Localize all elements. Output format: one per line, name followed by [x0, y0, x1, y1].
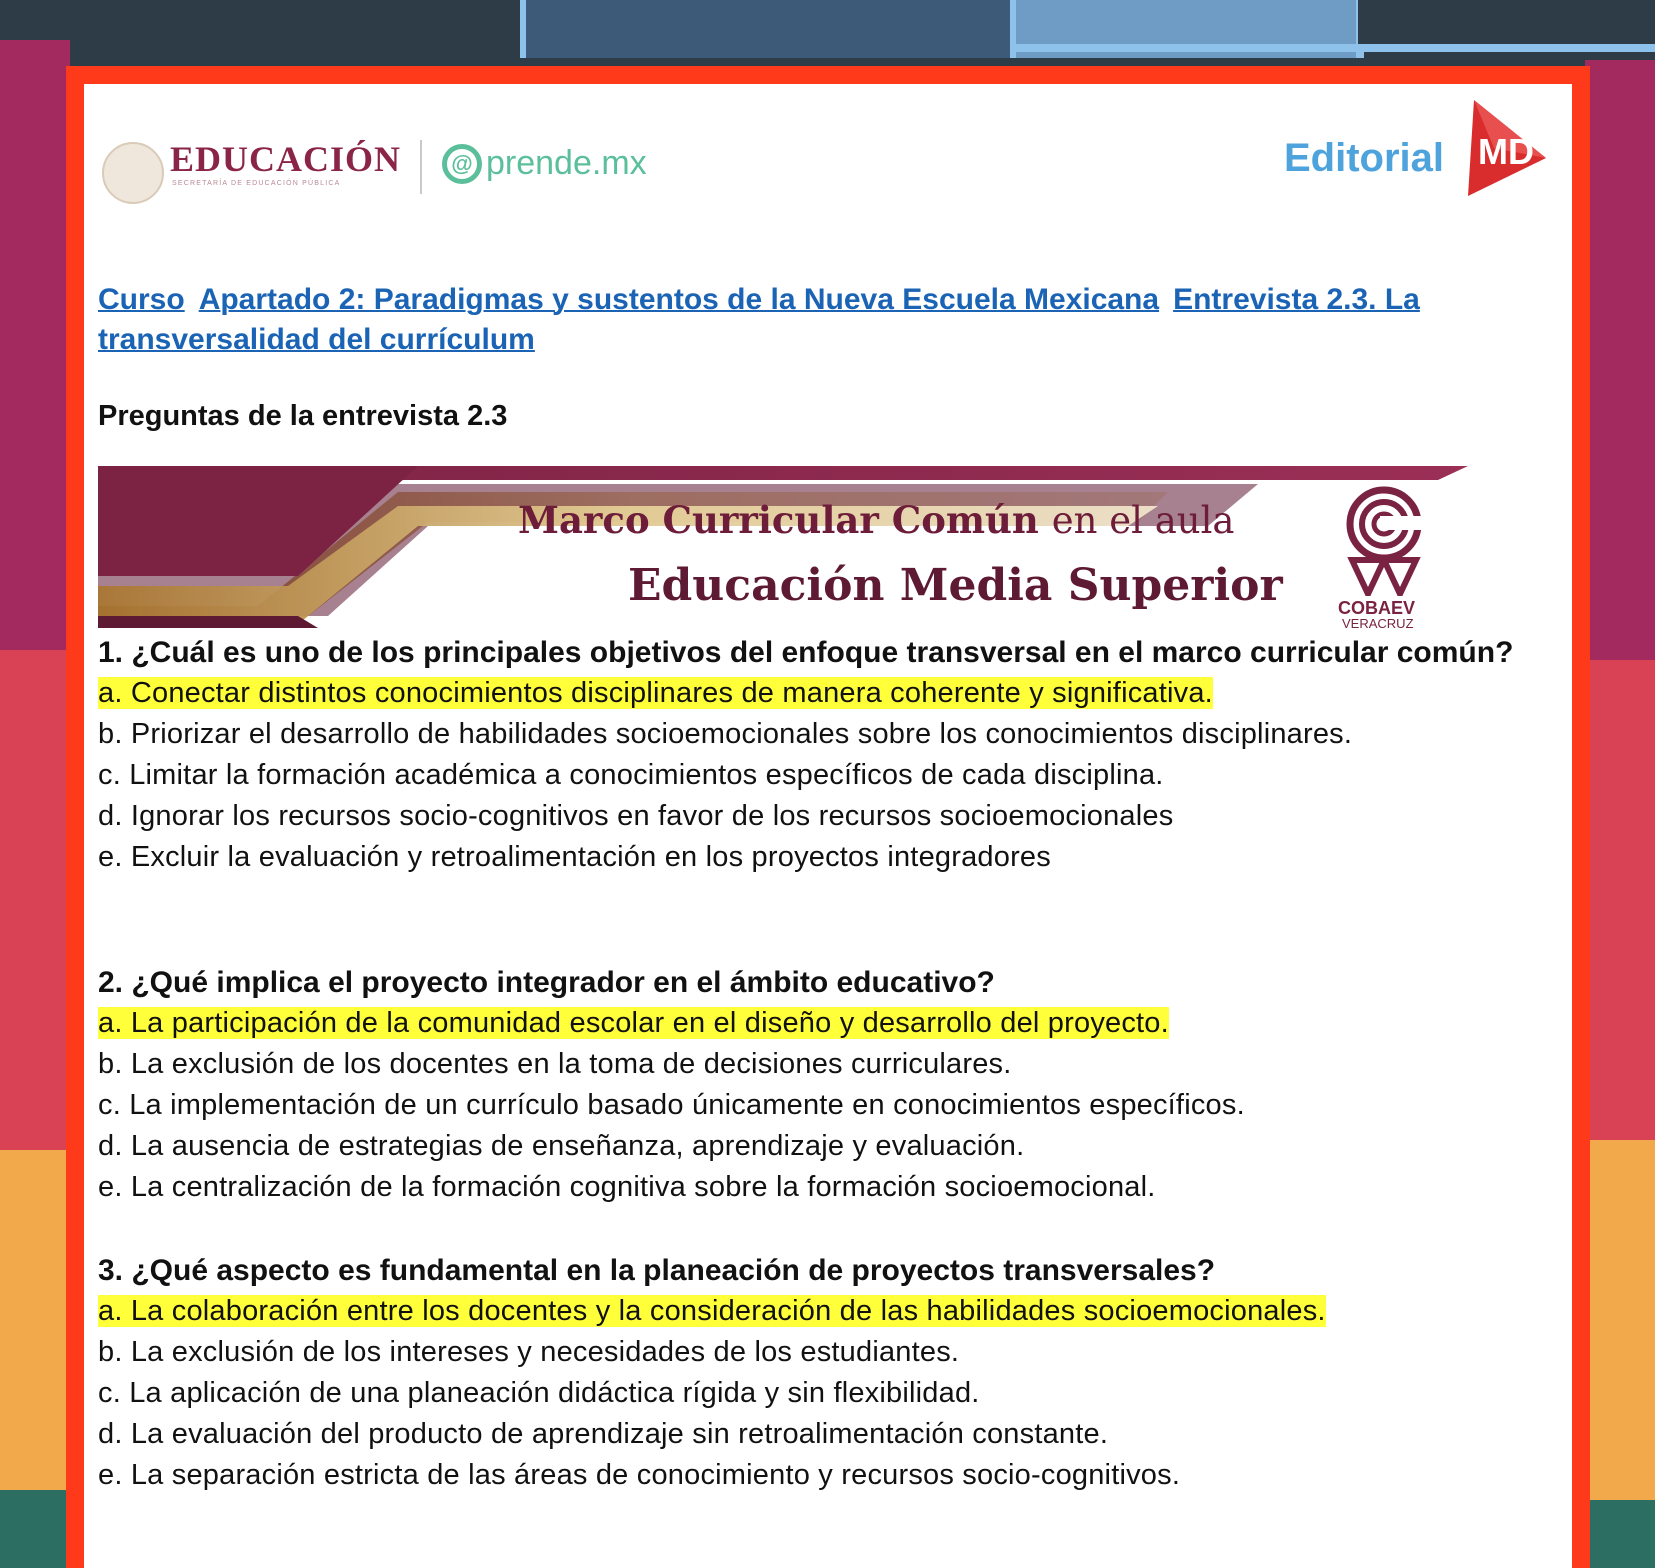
breadcrumb-link-entrevista[interactable]: Entrevista 2.3. La transversalidad del currículum: [98, 283, 1420, 356]
background-tile: [520, 0, 1016, 58]
banner-line1: [518, 498, 1234, 542]
background-tile: [0, 1490, 70, 1568]
answer-option-highlighted: [98, 673, 1538, 714]
question-text: 2. ¿Qué implica el proyecto integrador en el ámbito educativo?: [98, 966, 995, 999]
background-tile: [1010, 44, 1655, 52]
option-text: d. La evaluación del producto de aprendizaje sin retroalimentación constante.: [98, 1418, 1109, 1450]
document-page: [84, 84, 1572, 1568]
option-text: c. La implementación de un currículo basado únicamente en conocimientos específicos.: [98, 1089, 1245, 1121]
breadcrumb-link-apartado[interactable]: Apartado 2: Paradigmas y sustentos de la Nueva Escuela Mexicana: [198, 283, 1160, 316]
background-tile: [1358, 0, 1655, 48]
section-title: Preguntas de la entrevista 2.3: [98, 400, 508, 432]
answer-option: [98, 1332, 1538, 1373]
editorial-logo-text: Editorial: [1284, 136, 1445, 180]
background-tile: [0, 650, 70, 1150]
background-tile: [1585, 1500, 1655, 1568]
answer-option: [98, 1167, 1538, 1208]
answer-option: [98, 1126, 1538, 1167]
background-tile: [1585, 1140, 1655, 1500]
banner-line1-bold: Marco Curricular Común: [518, 498, 1039, 542]
cobaev-logo-sub: VERACRUZ: [1342, 616, 1414, 631]
option-text: e. La separación estricta de las áreas de conocimiento y recursos socio-cognitivos.: [98, 1459, 1181, 1491]
banner-line2: Educación Media Superior: [628, 560, 1283, 611]
question-block: [98, 632, 1538, 878]
question-text: 1. ¿Cuál es uno de los principales objetivos del enfoque transversal en el marco curricular común?: [98, 636, 1514, 669]
marco-curricular-banner: [98, 466, 1498, 631]
option-text: e. La centralización de la formación cognitiva sobre la formación socioemocional.: [98, 1171, 1156, 1203]
answer-option-highlighted: [98, 1003, 1538, 1044]
option-text: b. La exclusión de los docentes en la toma de decisiones curriculares.: [98, 1048, 1012, 1080]
background-tile: [1585, 60, 1655, 660]
option-text: e. Excluir la evaluación y retroalimentación en los proyectos integradores: [98, 841, 1051, 873]
banner-line1-light: en el aula: [1051, 499, 1235, 542]
background-tile: [0, 40, 70, 650]
option-text: d. La ausencia de estrategias de enseñanza, aprendizaje y evaluación.: [98, 1130, 1025, 1162]
question-text: 3. ¿Qué aspecto es fundamental en la planeación de proyectos transversales?: [98, 1254, 1216, 1287]
background-tile: [1585, 660, 1655, 1140]
question-block: [98, 962, 1538, 1208]
svg-text:MD: MD: [1478, 131, 1534, 172]
aprende-at-icon: @: [442, 144, 482, 184]
answer-option-highlighted: [98, 1291, 1538, 1332]
government-seal-icon: [102, 142, 164, 204]
cobaev-logo-name: COBAEV: [1338, 598, 1416, 618]
background-tile: [0, 1150, 70, 1490]
answer-option: [98, 714, 1538, 755]
option-text: b. Priorizar el desarrollo de habilidades socioemocionales sobre los conocimientos disciplinares.: [98, 718, 1353, 750]
breadcrumb: [98, 280, 1498, 360]
option-text: b. La exclusión de los intereses y necesidades de los estudiantes.: [98, 1336, 960, 1368]
answer-option: [98, 796, 1538, 837]
answer-option: [98, 1414, 1538, 1455]
option-text: c. Limitar la formación académica a conocimientos específicos de cada disciplina.: [98, 759, 1164, 791]
answer-option: [98, 1455, 1538, 1496]
cobaev-logo-icon: [1334, 486, 1434, 596]
answer-option: [98, 1044, 1538, 1085]
option-text: a. La colaboración entre los docentes y la consideración de las habilidades socioemocionales.: [98, 1295, 1326, 1327]
editorial-md-logo-icon: [1454, 100, 1554, 198]
educacion-logo-subtitle: SECRETARÍA DE EDUCACIÓN PÚBLICA: [172, 180, 341, 187]
educacion-logo-title: EDUCACIÓN: [170, 139, 402, 179]
logo-divider: [420, 140, 422, 194]
breadcrumb-link-curso[interactable]: Curso: [98, 283, 185, 316]
option-text: a. Conectar distintos conocimientos disciplinares de manera coherente y significativa.: [98, 677, 1213, 709]
answer-option: [98, 755, 1538, 796]
aprende-logo-text: prende.mx: [486, 144, 647, 182]
option-text: a. La participación de la comunidad escolar en el diseño y desarrollo del proyecto.: [98, 1007, 1169, 1039]
option-text: c. La aplicación de una planeación didáctica rígida y sin flexibilidad.: [98, 1377, 980, 1409]
answer-option: [98, 837, 1538, 878]
question-block: [98, 1250, 1538, 1496]
answer-option: [98, 1085, 1538, 1126]
option-text: d. Ignorar los recursos socio-cognitivos en favor de los recursos socioemocionales: [98, 800, 1174, 832]
answer-option: [98, 1373, 1538, 1414]
